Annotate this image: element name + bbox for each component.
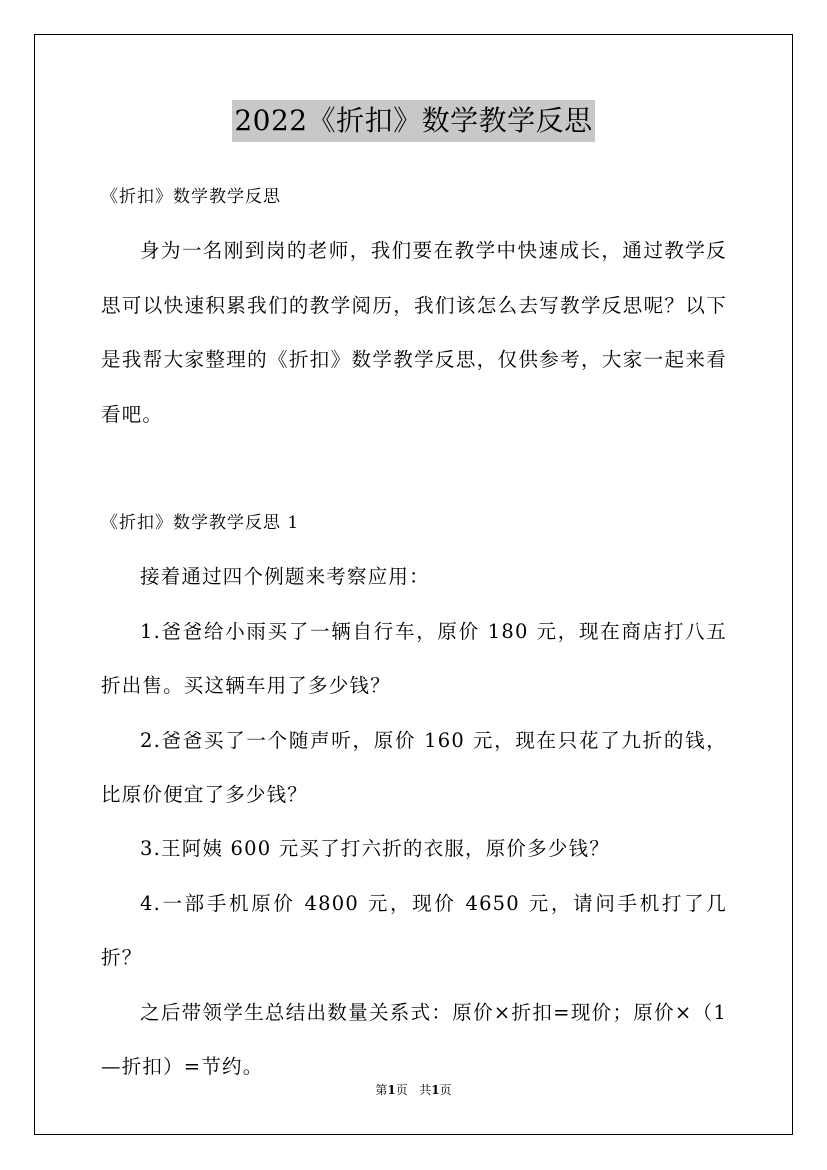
document-title: 2022《折扣》数学教学反思 <box>232 100 594 142</box>
paragraph-5: 4.一部手机原价 4800 元，现价 4650 元，请问手机打了几折？ <box>101 891 727 970</box>
section-heading-1: 《折扣》数学教学反思 1 <box>101 513 300 534</box>
paragraph-3: 2.爸爸买了一个随声听，原价 160 元，现在只花了九折的钱，比原价便宜了多少钱？ <box>101 728 727 807</box>
page-footer <box>0 1082 827 1098</box>
footer-total-suffix: 页 <box>439 1083 452 1097</box>
title-wrap <box>0 100 827 142</box>
document-subtitle: 《折扣》数学教学反思 <box>101 187 281 207</box>
paragraph-4: 3.王阿姨 600 元买了打六折的衣服，原价多少钱？ <box>140 837 610 861</box>
paragraph-1: 接着通过四个例题来考察应用： <box>140 565 430 589</box>
footer-total-prefix: 共 <box>419 1083 432 1097</box>
footer-page-suffix: 页 <box>395 1083 408 1097</box>
paragraph-6: 之后带领学生总结出数量关系式：原价×折扣=现价；原价×（1—折扣）=节约。 <box>101 1000 727 1079</box>
intro-paragraph: 身为一名刚到岗的老师，我们要在教学中快速成长，通过教学反思可以快速积累我们的教学阅历，我们该怎么去写教学反思呢？以下是我帮大家整理的《折扣》数学教学反思，仅供参考，大家一起来看看吧。 <box>101 239 727 426</box>
footer-total-number: 1 <box>431 1083 440 1097</box>
section-spacer <box>101 442 727 496</box>
paragraph-2: 1.爸爸给小雨买了一辆自行车，原价 180 元，现在商店打八五折出售。买这辆车用了多少钱？ <box>101 619 727 698</box>
footer-page-number: 1 <box>387 1083 396 1097</box>
footer-page-prefix: 第 <box>375 1083 388 1097</box>
document-body <box>101 170 727 1095</box>
